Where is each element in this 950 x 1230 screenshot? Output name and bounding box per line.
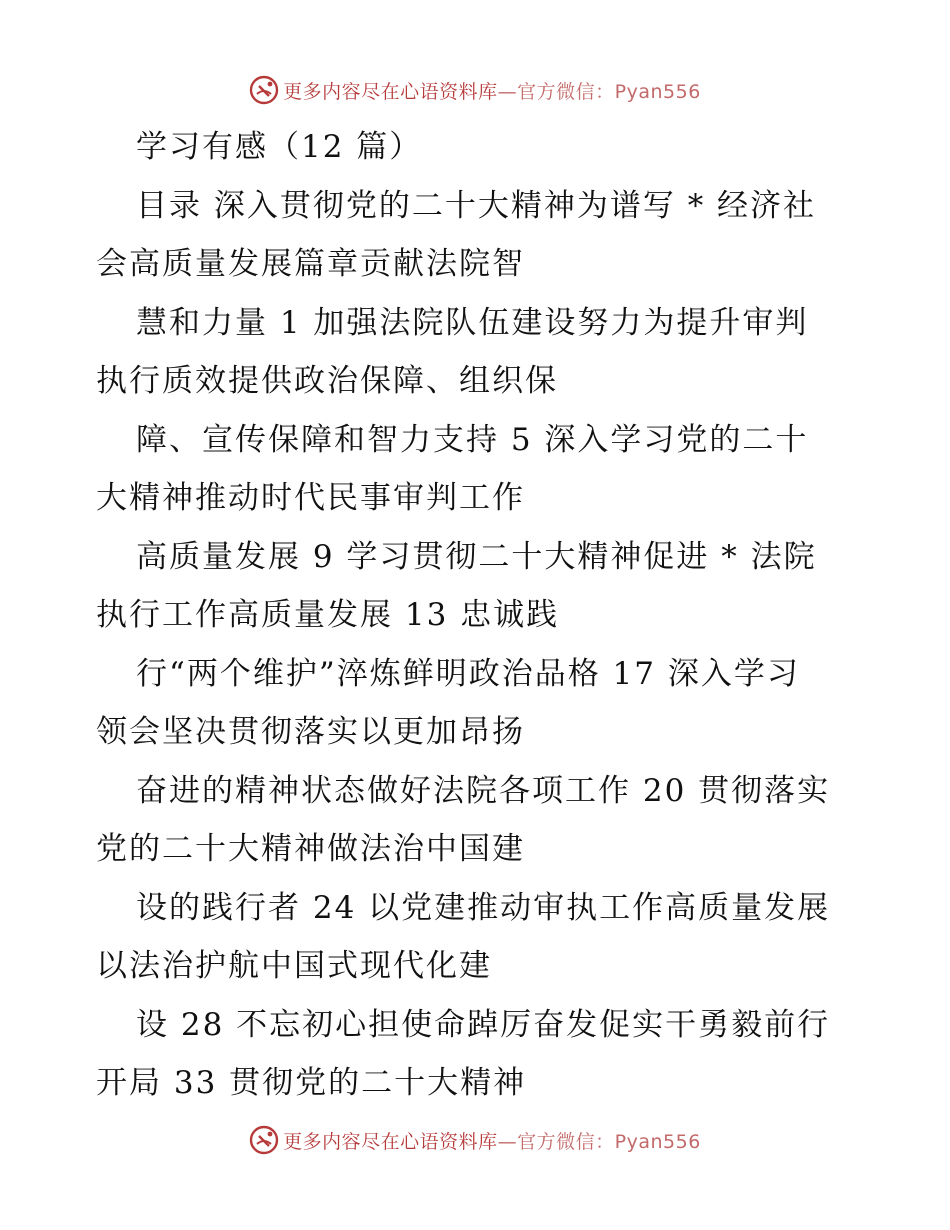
book-pen-logo-icon (249, 1125, 279, 1155)
toc-line: 目录 深入贯彻党的二十大精神为谱写 * 经济社 (136, 187, 817, 224)
toc-line: 奋进的精神状态做好法院各项工作 20 贯彻落实 (136, 772, 831, 809)
doc-title: 学习有感（12 篇） (136, 129, 423, 165)
banner-main-text: 更多内容尽在心语资料库 (283, 1130, 498, 1153)
banner-wechat-text: —官方微信：Pyan556 (497, 80, 701, 103)
toc-line: 高质量发展 9 学习贯彻二十大精神促进 * 法院 (136, 538, 817, 575)
header-watermark-banner (0, 70, 950, 110)
toc-line: 领会坚决贯彻落实以更加昂扬 (96, 714, 525, 750)
toc-line: 执行工作高质量发展 13 忠诚践 (96, 597, 560, 633)
toc-line: 以法治护航中国式现代化建 (96, 948, 492, 984)
footer-watermark-banner (0, 1120, 950, 1160)
document-body (96, 118, 856, 1113)
toc-line: 行“两个维护”淬炼鲜明政治品格 17 深入学习 (136, 655, 800, 692)
toc-line: 设 28 不忘初心担使命踔厉奋发促实干勇毅前行 (136, 1006, 831, 1043)
toc-line: 慧和力量 1 加强法院队伍建设努力为提升审判 (136, 304, 809, 341)
book-pen-logo-icon (249, 75, 279, 105)
banner-wechat-text: —官方微信：Pyan556 (497, 1130, 701, 1153)
toc-line: 设的践行者 24 以党建推动审执工作高质量发展 (136, 889, 831, 926)
banner-main-text: 更多内容尽在心语资料库 (283, 80, 498, 103)
toc-line: 大精神推动时代民事审判工作 (96, 480, 525, 516)
toc-line: 党的二十大精神做法治中国建 (96, 831, 525, 867)
toc-line: 开局 33 贯彻党的二十大精神 (96, 1065, 527, 1101)
toc-line: 障、宣传保障和智力支持 5 深入学习党的二十 (136, 421, 809, 458)
toc-line: 会高质量发展篇章贡献法院智 (96, 246, 525, 282)
toc-line: 执行质效提供政治保障、组织保 (96, 363, 558, 399)
